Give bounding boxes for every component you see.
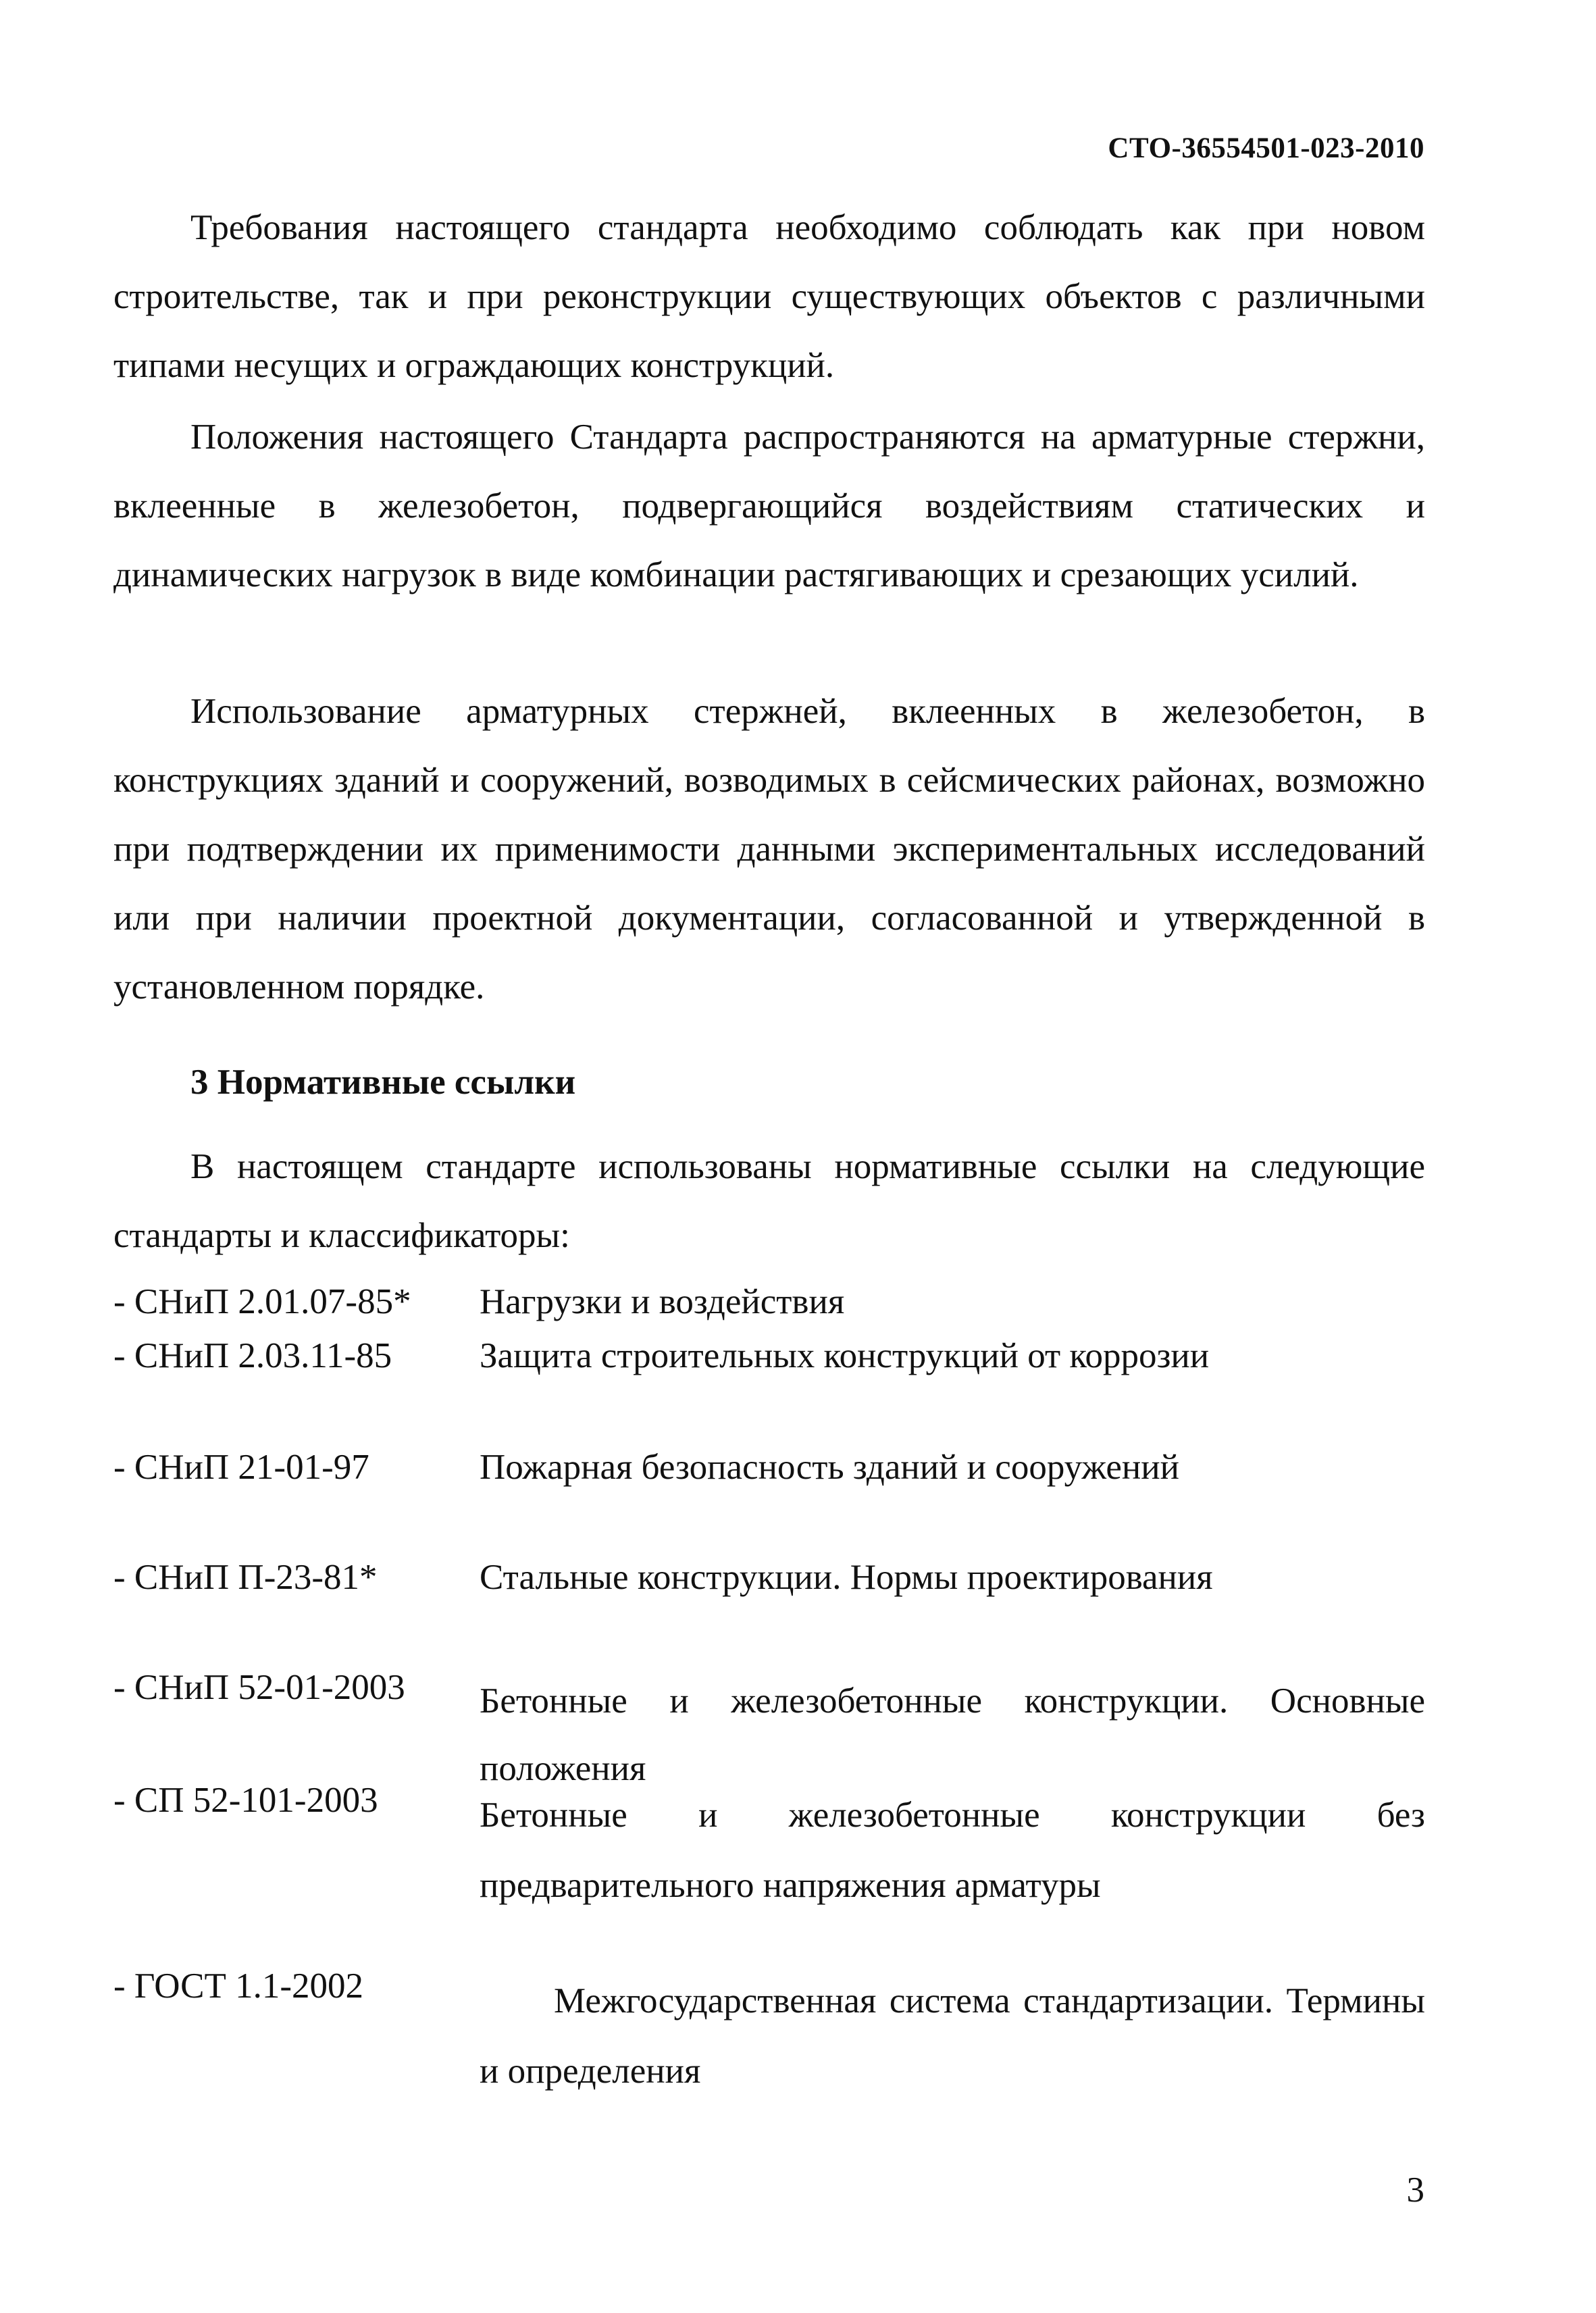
- reference-title: Пожарная безопасность зданий и сооружений: [480, 1448, 1179, 1487]
- reference-title: Бетонные и железобетонные конструкции. Основные положения: [480, 1681, 1425, 1788]
- reference-code: - СНиП 52-01-2003: [113, 1668, 405, 1707]
- reference-code: - СП 52-101-2003: [113, 1781, 378, 1820]
- reference-code: - СНиП 21-01-97: [113, 1448, 369, 1487]
- paragraph-scope: Требования настоящего стандарта необходимо соблюдать как при новом строительстве, так и при реконструкции существующих объектов с различными типами несущих и ограждающих конструкций.: [113, 208, 1425, 385]
- reference-code: - СНиП 2.03.11-85: [113, 1336, 392, 1375]
- paragraph-applicability: Положения настоящего Стандарта распространяются на арматурные стержни, вклеенные в железобетон, подвергающийся воздействиям статических и динамических нагрузок в виде комбинации растягивающих и срезающих усилий.: [113, 417, 1425, 594]
- reference-code: - ГОСТ 1.1-2002: [113, 1966, 364, 2006]
- reference-title: Бетонные и железобетонные конструкции без предварительного напряжения арматуры: [480, 1796, 1425, 1905]
- reference-title: Защита строительных конструкций от коррозии: [480, 1336, 1210, 1375]
- paragraph-seismic: Использование арматурных стержней, вклеенных в железобетон, в конструкциях зданий и сооружений, возводимых в сейсмических районах, возможно при подтверждении их применимости данными экспериментальных исследований или при наличии проектной документации, согласованной и утвержденной в установленном порядке.: [113, 692, 1425, 1007]
- page-number: 3: [1406, 2170, 1424, 2210]
- reference-code: - СНиП П-23-81*: [113, 1558, 378, 1597]
- reference-title: Стальные конструкции. Нормы проектирования: [480, 1558, 1213, 1597]
- reference-title: Нагрузки и воздействия: [480, 1282, 845, 1321]
- document-code: СТО-36554501-023-2010: [1108, 132, 1424, 164]
- reference-code: - СНиП 2.01.07-85*: [113, 1282, 411, 1321]
- section-heading: 3 Нормативные ссылки: [190, 1063, 576, 1102]
- reference-title: Межгосударственная система стандартизации. Термины и определения: [480, 1981, 1425, 2091]
- section-intro: В настоящем стандарте использованы нормативные ссылки на следующие стандарты и классификаторы:: [113, 1147, 1425, 1255]
